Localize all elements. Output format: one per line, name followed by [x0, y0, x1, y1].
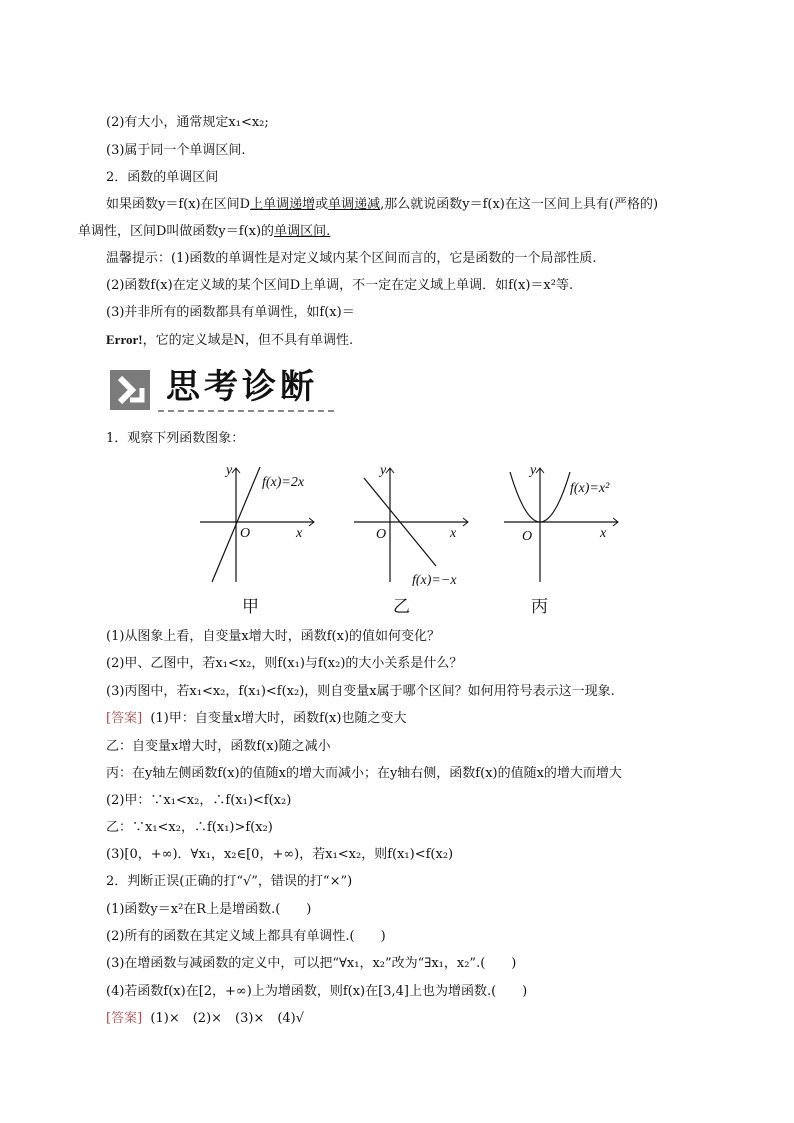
question-heading: 2．判断正误(正确的打“√”，错误的打“×”)	[106, 874, 353, 889]
answer-line: 丙：在y轴左侧函数f(x)的值随x的增大而减小；在y轴右侧，函数f(x)的值随x的增大而增大	[106, 766, 622, 781]
y-axis-label: y	[380, 463, 387, 478]
true-false-item: (3)在增函数与减函数的定义中，可以把“∀x₁，x₂”改为“∃x₁，x₂”.( )	[106, 956, 517, 971]
text-run: 如果函数y＝f(x)在区间D	[106, 197, 251, 212]
answer-line: 乙：自变量x增大时，函数f(x)随之减小	[106, 739, 331, 754]
tip-line: (3)并非所有的函数都具有单调性，如f(x)＝	[106, 305, 355, 320]
answer-text: (1)× (2)× (3)× (4)√	[150, 1011, 305, 1026]
banner-title: 思考诊断	[166, 367, 318, 407]
origin-label: O	[376, 527, 387, 542]
tip-line	[106, 331, 353, 350]
graph-jia	[196, 462, 321, 590]
answer-tag: [答案]	[106, 1011, 143, 1026]
answer-line: (3)[0，+∞)．∀x₁，x₂∈[0，+∞)，若x₁<x₂，则f(x₁)<f(x₂)	[106, 847, 454, 862]
text-run: 或	[315, 197, 329, 212]
question-part: (3)丙图中，若x₁<x₂，f(x₁)<f(x₂)，则自变量x属于哪个区间？如何用符号表示这一现象.	[106, 684, 615, 699]
error-field: Error!	[106, 332, 143, 347]
function-label: f(x)=2x	[262, 475, 305, 490]
text-run: ，它的定义域是N，但不具有单调性.	[142, 333, 354, 348]
x-axis-label: x	[600, 526, 607, 541]
text-run: 单调性，区间D叫做函数y＝f(x)的	[78, 224, 275, 239]
underlined-term: 单调区间.	[274, 224, 331, 239]
answer-line	[106, 710, 406, 728]
text-line: (2)有大小，通常规定x₁<x₂;	[106, 115, 269, 130]
true-false-item: (2)所有的函数在其定义域上都具有单调性.( )	[106, 929, 386, 944]
figure-caption: 乙	[393, 597, 410, 617]
question-part: (2)甲、乙图中，若x₁<x₂，则f(x₁)与f(x₂)的大小关系是什么？	[106, 656, 463, 671]
underlined-term: 单调递减	[328, 197, 381, 212]
tip-line: 温馨提示：(1)函数的单调性是对定义域内某个区间而言的，它是函数的一个局部性质.	[106, 251, 597, 266]
section-heading: 2．函数的单调区间	[106, 170, 219, 185]
banner-underline	[158, 410, 334, 412]
text-run: ,那么就说函数y＝f(x)在这一区间上具有(严格的)	[380, 197, 659, 212]
figure-caption: 甲	[242, 597, 259, 617]
text-line	[106, 196, 658, 214]
true-false-item: (4)若函数f(x)在[2，+∞)上为增函数，则f(x)在[3,4]上也为增函数.( )	[106, 984, 528, 999]
answer-line: 乙：∵x₁<x₂，∴f(x₁)>f(x₂)	[106, 820, 273, 835]
answer-text: (1)甲：自变量x增大时，函数f(x)也随之变大	[150, 711, 407, 726]
origin-label: O	[240, 526, 251, 541]
tip-line: (2)函数f(x)在定义域的某个区间D上单调，不一定在定义域上单调．如f(x)＝x²等.	[106, 278, 574, 293]
x-axis-label: x	[450, 526, 457, 541]
text-line	[78, 223, 330, 241]
graph-yi	[350, 462, 475, 590]
origin-label: O	[522, 529, 533, 544]
y-axis-label: y	[530, 463, 537, 478]
section-banner	[110, 366, 334, 414]
x-axis-label: x	[296, 526, 303, 541]
text-line: (3)属于同一个单调区间.	[106, 143, 246, 158]
y-axis-label: y	[226, 463, 233, 478]
answer-line: (2)甲：∵x₁<x₂，∴f(x₁)<f(x₂)	[106, 793, 292, 808]
function-label: f(x)=−x	[412, 573, 457, 586]
underlined-term: 上单调递增	[250, 197, 316, 212]
function-label: f(x)=x²	[570, 481, 610, 496]
answer-line	[106, 1010, 304, 1028]
graph-bing	[500, 462, 625, 590]
banner-arrow-icon	[110, 370, 150, 410]
question-part: (1)从图象上看，自变量x增大时，函数f(x)的值如何变化？	[106, 629, 441, 644]
answer-tag: [答案]	[106, 711, 143, 726]
figure-caption: 丙	[531, 597, 548, 617]
true-false-item: (1)函数y＝x²在R上是增函数.( )	[106, 902, 312, 917]
question-heading: 1．观察下列函数图象：	[106, 431, 245, 446]
